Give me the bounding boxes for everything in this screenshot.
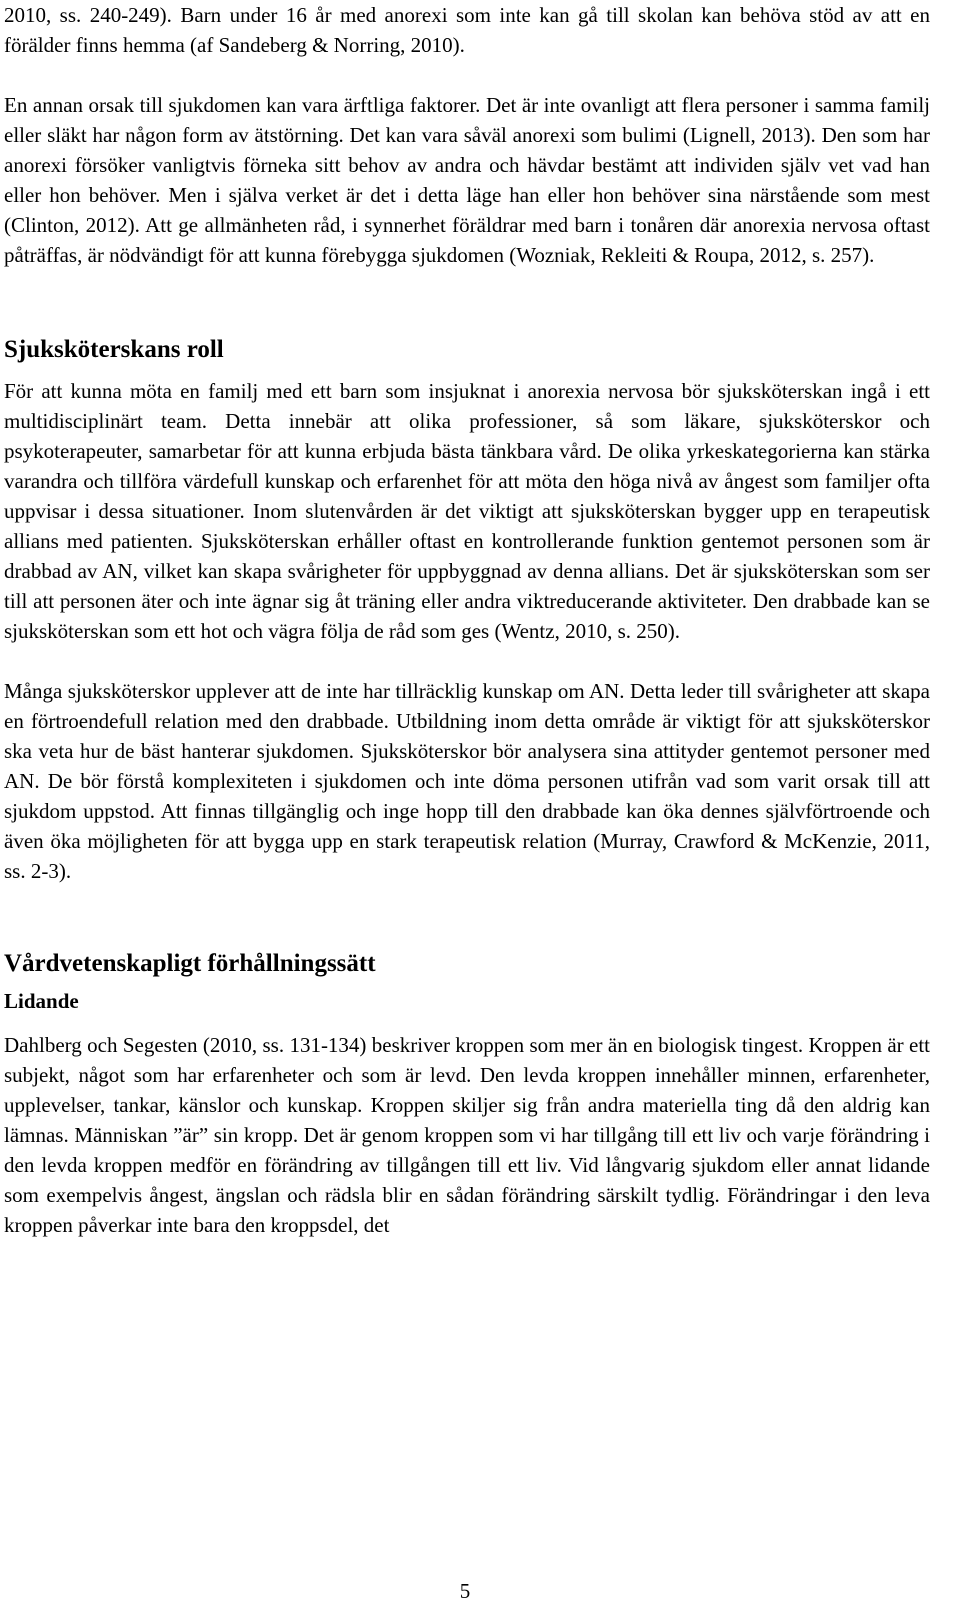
- subheading-suffering: Lidande: [4, 989, 79, 1013]
- paragraph-intro-continuation: 2010, ss. 240-249). Barn under 16 år med anorexi som inte kan gå till skolan kan behöva stöd av att en förälder finns hemma (af Sandeberg & Norring, 2010).: [4, 3, 930, 57]
- page-number: 5: [459, 1579, 471, 1603]
- document-page: [4, 0, 930, 1240]
- paragraph-nurse-role-1: För att kunna möta en familj med ett barn som insjuknat i anorexia nervosa bör sjuksköterskan ingå i ett multidisciplinärt team. Detta innebär att olika professioner, så som läkare, sjuksköterskor och psykoterapeuter, samarbetar för att kunna erbjuda bästa tänkbara vård. De olika yrkeskategorierna kan stärka varandra och tillföra värdefull kunskap och erfarenhet för att möta den höga nivå av ångest som familjer ofta uppvisar i dessa situationer. Inom slutenvården är det viktigt att sjuksköterskan bygger upp en terapeutisk allians med patienten. Sjuksköterskan erhåller oftast en kontrollerande funktion gentemot personen som är drabbad av AN, vilket kan skapa svårigheter för uppbyggnad av denna allians. Det är sjuksköterskan som ser till att personen äter och inte ägnar sig åt träning eller andra viktreducerande aktiviteter. Den drabbade kan se sjuksköterskan som ett hot och vägra följa de råd som ges (Wentz, 2010, s. 250).: [4, 379, 930, 643]
- heading-nurse-role: Sjuksköterskans roll: [4, 336, 224, 363]
- paragraph-caring-science-1: Dahlberg och Segesten (2010, ss. 131-134) beskriver kroppen som mer än en biologisk tingest. Kroppen är ett subjekt, något som har erfarenheter och som är levd. Den levda kroppen innehåller minnen, erfarenheter, upplevelser, tankar, känslor och kunskap. Kroppen skiljer sig från andra materiella ting då den aldrig kan lämnas. Människan ”är” sin kropp. Det är genom kroppen som vi har tillgång till ett liv och varje förändring i den levda kroppen medför en förändring av tillgången till ett liv. Vid långvarig sjukdom eller annat lidande som exempelvis ångest, ängslan och rädsla blir en sådan förändring särskilt tydlig. Förändringar i den leva kroppen påverkar inte bara den kroppsdel, det: [4, 1033, 930, 1237]
- paragraph-heredity: En annan orsak till sjukdomen kan vara ärftliga faktorer. Det är inte ovanligt att flera personer i samma familj eller släkt har någon form av ätstörning. Det kan vara såväl anorexi som bulimi (Lignell, 2013). Den som har anorexi försöker vanligtvis förneka sitt behov av andra och hävdar bestämt att individen själv vet vad han eller hon behöver. Men i själva verket är det i detta läge han eller hon behöver sina närstående som mest (Clinton, 2012). Att ge allmänheten råd, i synnerhet föräldrar med barn i tonåren där anorexia nervosa oftast påträffas, är nödvändigt för att kunna förebygga sjukdomen (Wozniak, Rekleiti & Roupa, 2012, s. 257).: [4, 93, 930, 267]
- heading-caring-science: Vårdvetenskapligt förhållningssätt: [4, 950, 376, 977]
- paragraph-nurse-role-2: Många sjuksköterskor upplever att de inte har tillräcklig kunskap om AN. Detta leder till svårigheter att skapa en förtroendefull relation med den drabbade. Utbildning inom detta område är viktigt för att sjuksköterskor ska veta hur de bäst hanterar sjukdomen. Sjuksköterskor bör analysera sina attityder gentemot personer med AN. De bör förstå komplexiteten i sjukdomen och inte döma personen utifrån vad som varit orsak till att sjukdom uppstod. Att finnas tillgänglig och inge hopp till den drabbade kan öka dennes självförtroende och även öka möjligheten för att bygga upp en stark terapeutisk relation (Murray, Crawford & McKenzie, 2011, ss. 2-3).: [4, 679, 930, 883]
